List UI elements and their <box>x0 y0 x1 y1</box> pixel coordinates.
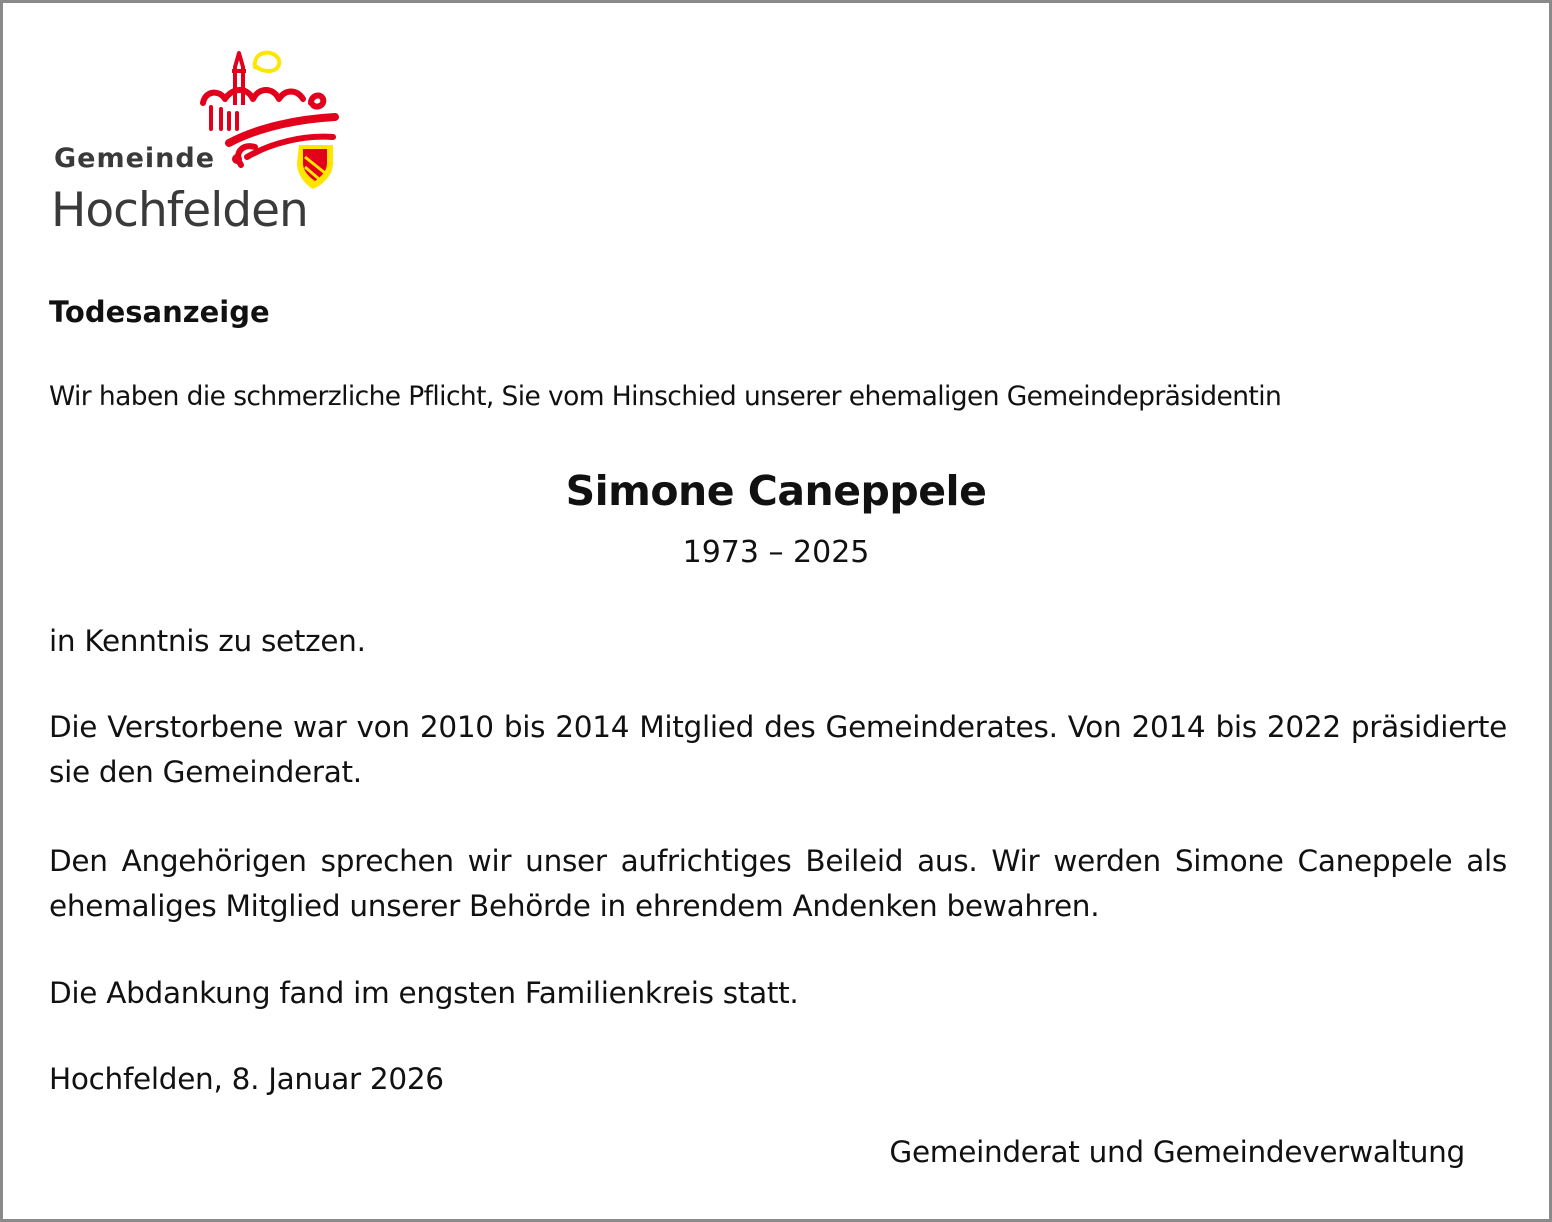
place-and-date: Hochfelden, 8. Januar 2026 <box>49 1062 444 1096</box>
signature: Gemeinderat und Gemeindeverwaltung <box>889 1135 1465 1169</box>
paragraph-inform: in Kenntnis zu setzen. <box>49 624 366 658</box>
paragraph-condolences: Den Angehörigen sprechen wir unser aufrichtiges Beileid aus. Wir werden Simone Caneppele als ehemaliges Mitglied unserer Behörde in ehrendem Andenken bewahren. <box>49 844 1507 923</box>
notice-intro: Wir haben die schmerzliche Pflicht, Sie vom Hinschied unserer ehemaligen Gemeindepräsidentin <box>49 381 1282 412</box>
paragraph-funeral: Die Abdankung fand im engsten Familienkreis statt. <box>49 976 799 1010</box>
paragraph-biography: Die Verstorbene war von 2010 bis 2014 Mitglied des Gemeinderates. Von 2014 bis 2022 präsidierte sie den Gemeinderat. <box>49 710 1507 789</box>
notice-heading: Todesanzeige <box>49 295 270 329</box>
logo-text-hochfelden: Hochfelden <box>51 183 308 238</box>
hochfelden-coat-of-arms-icon <box>199 47 341 192</box>
life-years: 1973 – 2025 <box>682 535 870 570</box>
deceased-name: Simone Caneppele <box>565 467 987 515</box>
logo-text-gemeinde: Gemeinde <box>54 143 216 174</box>
municipality-logo <box>51 47 351 247</box>
